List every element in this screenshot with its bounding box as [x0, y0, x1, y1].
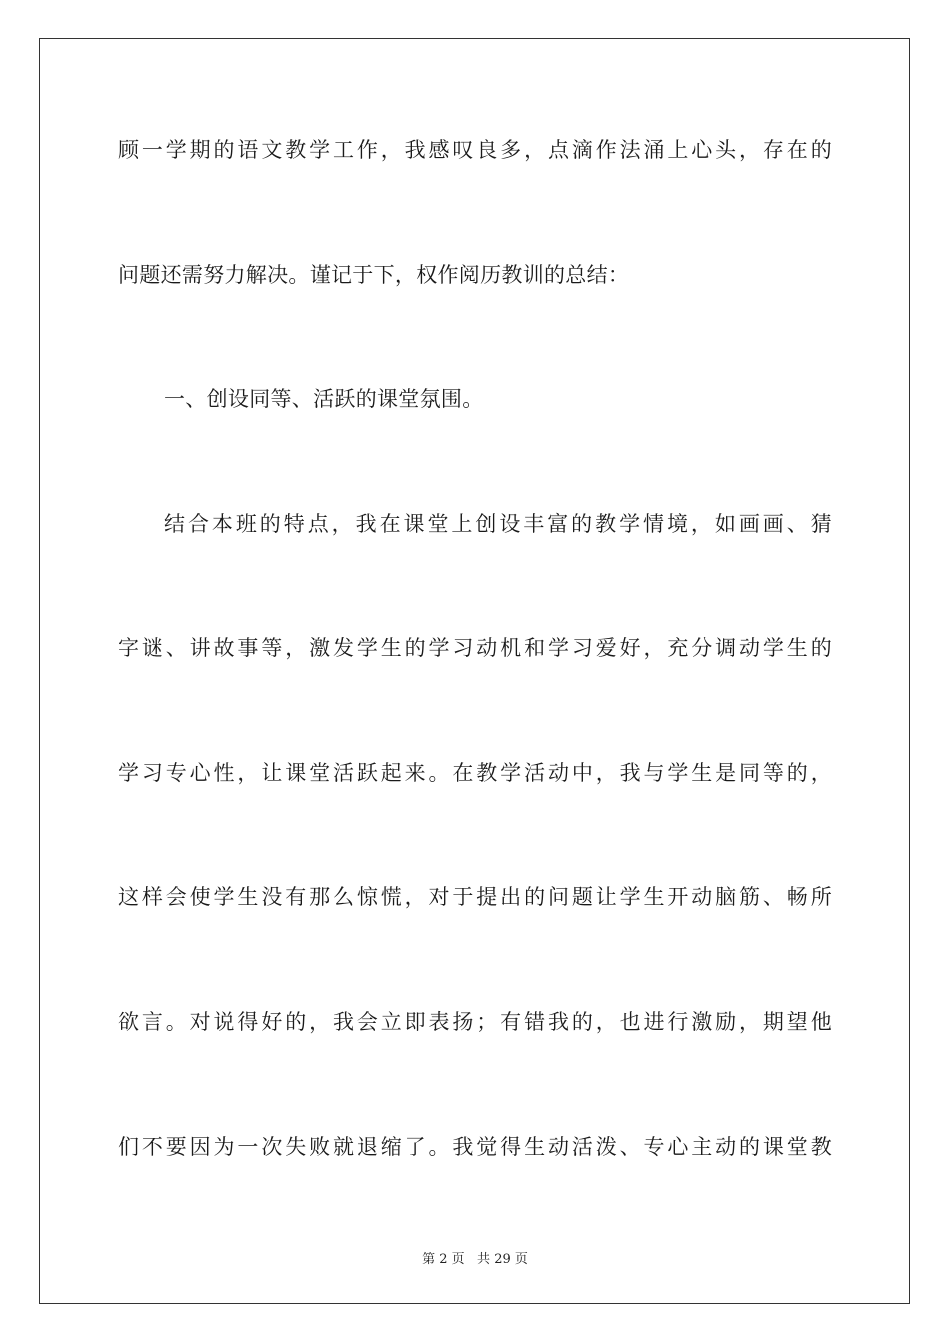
- text-line-5: 字谜、讲故事等，激发学生的学习动机和学习爱好，充分调动学生的: [118, 636, 832, 660]
- text-line-4: 结合本班的特点，我在课堂上创设丰富的教学情境，如画画、猜: [164, 512, 832, 536]
- page-border: [39, 38, 910, 1304]
- text-line-1: 顾一学期的语文教学工作，我感叹良多，点滴作法涌上心头，存在的: [118, 138, 832, 162]
- text-line-7: 这样会使学生没有那么惊慌，对于提出的问题让学生开动脑筋、畅所: [118, 885, 832, 909]
- page-number: 第 2 页 共 29 页: [422, 1252, 528, 1267]
- text-line-6: 学习专心性，让课堂活跃起来。在教学活动中，我与学生是同等的，: [118, 761, 832, 785]
- text-line-2: 问题还需努力解决。谨记于下，权作阅历教训的总结：: [118, 263, 630, 287]
- section-heading: 一、创设同等、活跃的课堂氛围。: [164, 387, 484, 411]
- text-line-8: 欲言。对说得好的，我会立即表扬；有错我的，也进行激励，期望他: [118, 1010, 832, 1034]
- text-line-9: 们不要因为一次失败就退缩了。我觉得生动活泼、专心主动的课堂教: [118, 1135, 832, 1159]
